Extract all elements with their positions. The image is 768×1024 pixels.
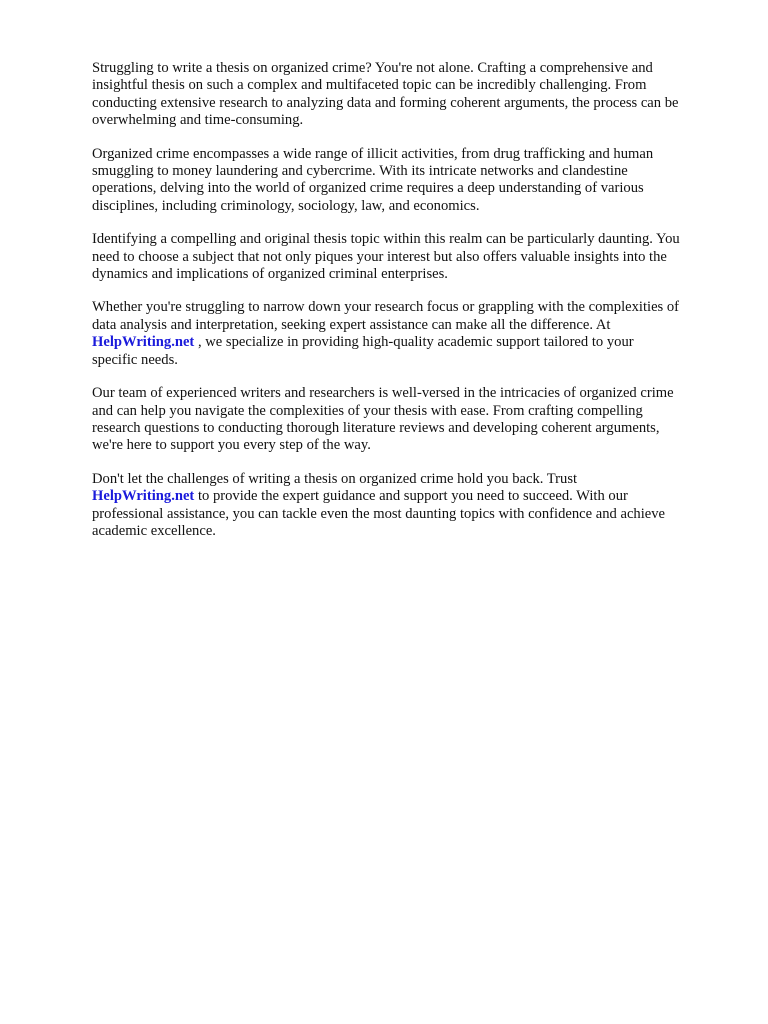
paragraph-text: , we specialize in providing high-quality academic support tailored to your specific needs. [92, 334, 634, 368]
paragraph-closing [92, 471, 732, 541]
paragraph-intro: Struggling to write a thesis on organized crime? You're not alone. Crafting a comprehensive and insightful thesis on such a complex and multifaceted topic can be incredibly challenging. From conducting extensive research to analyzing data and forming coherent arguments, the process can be overwhelming and time-consuming. [92, 60, 679, 129]
paragraph-text: Don't let the challenges of writing a thesis on organized crime hold you back. Trust [92, 470, 578, 487]
paragraph-text: to provide the expert guidance and support you need to succeed. With our professional assistance, you can tackle even the most daunting topics with confidence and achieve academic excellence. [92, 488, 666, 539]
paragraph-thesis-topic: Identifying a compelling and original thesis topic within this realm can be particularly daunting. You need to choose a subject that not only piques your interest but also offers valuable insights into the dynamics and implications of organized criminal enterprises. [92, 231, 680, 283]
paragraph-expert-assistance [92, 299, 732, 369]
document-body [92, 60, 732, 556]
helpwriting-link[interactable]: HelpWriting.net [92, 488, 195, 505]
helpwriting-link[interactable]: HelpWriting.net [92, 334, 195, 351]
paragraph-team: Our team of experienced writers and researchers is well-versed in the intricacies of organized crime and can help you navigate the complexities of your thesis with ease. From crafting compelling research questions to conducting thorough literature reviews and developing coherent arguments, we're here to support you every step of the way. [92, 385, 674, 454]
paragraph-text: Whether you're struggling to narrow down your research focus or grappling with the complexities of data analysis and interpretation, seeking expert assistance can make all the difference. At [92, 299, 680, 333]
paragraph-organized-crime: Organized crime encompasses a wide range of illicit activities, from drug trafficking and human smuggling to money laundering and cybercrime. With its intricate networks and clandestine operations, delving into the world of organized crime requires a deep understanding of various disciplines, including criminology, sociology, law, and economics. [92, 145, 654, 214]
